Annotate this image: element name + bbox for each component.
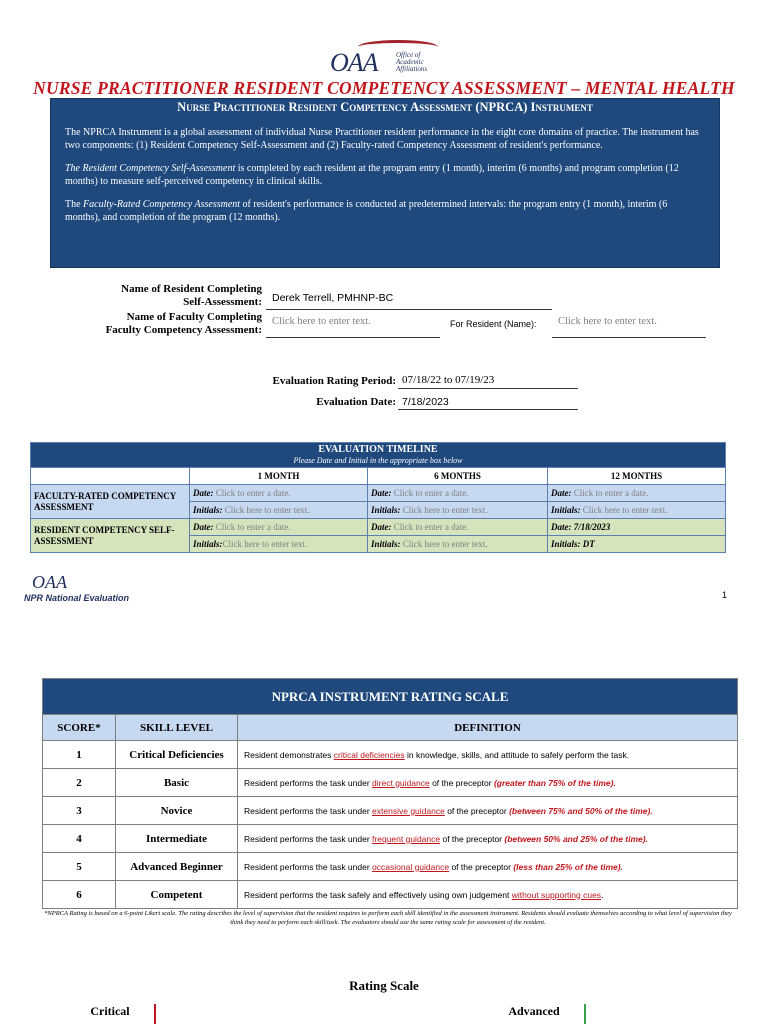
header-score: SCORE* — [43, 715, 116, 741]
resident-name-field[interactable]: Derek Terrell, PMHNP-BC — [266, 290, 552, 310]
header-skill-level: SKILL LEVEL — [116, 715, 238, 741]
evaluation-timeline-table — [30, 442, 726, 553]
date-label: Evaluation Date: — [316, 396, 396, 408]
intro-paragraph-1: The NPRCA Instrument is a global assessment of individual Nurse Practitioner resident performance in the eight core domains of practice. The instrument has two components: (1) Resident Competency Self-Assessment and (2) Faculty-rated Competency Assessment of resident's performance. — [65, 127, 699, 151]
faculty-name-label: Name of Faculty Completing Faculty Competency Assessment: — [105, 311, 262, 336]
rating-definition: Resident demonstrates critical deficiencies in knowledge, skills, and attitude to safely perform the task. — [238, 741, 738, 769]
oaa-logo — [330, 46, 440, 80]
rating-skill: Critical Deficiencies — [116, 741, 238, 769]
col-12-months: 12 MONTHS — [548, 468, 726, 485]
rating-skill: Basic — [116, 769, 238, 797]
col-1-month: 1 MONTH — [190, 468, 368, 485]
rating-row — [43, 881, 738, 909]
rating-scale-label: Rating Scale — [349, 978, 419, 993]
rating-definition: Resident performs the task under occasional guidance of the preceptor (less than 25% of the time). — [238, 853, 738, 881]
timeline-header: EVALUATION TIMELINE Please Date and Initial in the appropriate box below — [31, 443, 726, 468]
resident-6m-initials[interactable]: Initials: Click here to enter text. — [368, 536, 548, 553]
rating-score: 5 — [43, 853, 116, 881]
rating-definition: Resident performs the task safely and effectively using own judgement without supporting cues. — [238, 881, 738, 909]
faculty-1m-date[interactable]: Date: Click to enter a date. — [190, 485, 368, 502]
scale-green-marker — [584, 1004, 586, 1024]
faculty-12m-date[interactable]: Date: Click to enter a date. — [548, 485, 726, 502]
faculty-rated-label: FACULTY-RATED COMPETENCY ASSESSMENT — [31, 485, 190, 519]
rating-definition: Resident performs the task under extensive guidance of the preceptor (between 75% and 50% of the time). — [238, 797, 738, 825]
date-field[interactable]: 7/18/2023 — [398, 396, 578, 410]
page-number: 1 — [722, 590, 728, 600]
footer-text: NPR National Evaluation — [24, 593, 130, 603]
rating-score: 2 — [43, 769, 116, 797]
rating-row — [43, 825, 738, 853]
rating-definition: Resident performs the task under direct guidance of the preceptor (greater than 75% of the time). — [238, 769, 738, 797]
rating-score: 3 — [43, 797, 116, 825]
resident-self-label: RESIDENT COMPETENCY SELF-ASSESSMENT — [31, 519, 190, 553]
rating-row — [43, 797, 738, 825]
intro-paragraph-2: The Resident Competency Self-Assessment is completed by each resident at the program entry (1 month), interim (6 months) and program completion (12 months) to measure self-perceived competency in clinical skills. — [65, 163, 679, 187]
faculty-6m-initials[interactable]: Initials: Click here to enter text. — [368, 502, 548, 519]
scale-right-label: Advanced — [508, 1004, 560, 1018]
for-resident-label: For Resident (Name): — [450, 319, 537, 329]
resident-12m-date[interactable]: Date: 7/18/2023 — [548, 519, 726, 536]
page-title: NURSE PRACTITIONER RESIDENT COMPETENCY ASSESSMENT – MENTAL HEALTH — [33, 78, 735, 98]
logo-subtext: Office of Academic Affiliations — [396, 51, 428, 73]
rating-score: 1 — [43, 741, 116, 769]
rating-skill: Competent — [116, 881, 238, 909]
intro-box — [50, 98, 720, 268]
rating-row — [43, 769, 738, 797]
scale-red-marker — [154, 1004, 156, 1024]
timeline-corner — [31, 468, 190, 485]
period-field[interactable]: 07/18/22 to 07/19/23 — [398, 374, 578, 389]
rating-footnote: *NPRCA Rating is based on a 6-point Likert scale. The rating describes the level of supervision that the resident requires to perform each skill identified in the assessment instrument. Residents should evaluate themselves according to what level of supervision they think they need to perform each skill/task. The evaluators should use the same rating scale for assessment of the resident. — [44, 910, 732, 926]
rating-score: 4 — [43, 825, 116, 853]
faculty-name-field[interactable]: Click here to enter text. — [266, 316, 440, 338]
footer-logo: OAA — [32, 572, 67, 592]
faculty-6m-date[interactable]: Date: Click to enter a date. — [368, 485, 548, 502]
logo-text: OAA — [330, 48, 378, 77]
period-label: Evaluation Rating Period: — [272, 375, 396, 387]
resident-12m-initials[interactable]: Initials: DT — [548, 536, 726, 553]
rating-skill: Advanced Beginner — [116, 853, 238, 881]
header-definition: DEFINITION — [238, 715, 738, 741]
rating-score: 6 — [43, 881, 116, 909]
rating-skill: Intermediate — [116, 825, 238, 853]
faculty-1m-initials[interactable]: Initials: Click here to enter text. — [190, 502, 368, 519]
rating-scale-table — [42, 678, 738, 909]
col-6-months: 6 MONTHS — [368, 468, 548, 485]
intro-paragraph-3: The Faculty-Rated Competency Assessment of resident's performance is conducted at predetermined intervals: the program entry (1 month), interim (6 months), and completion of the program (12 months). — [65, 199, 668, 223]
resident-6m-date[interactable]: Date: Click to enter a date. — [368, 519, 548, 536]
scale-left-label: Critical — [90, 1004, 130, 1018]
rating-definition: Resident performs the task under frequent guidance of the preceptor (between 50% and 25% of the time). — [238, 825, 738, 853]
rating-row — [43, 741, 738, 769]
resident-1m-date[interactable]: Date: Click to enter a date. — [190, 519, 368, 536]
rating-scale-body — [43, 741, 738, 909]
rating-scale-title: NPRCA INSTRUMENT RATING SCALE — [43, 679, 738, 715]
rating-skill: Novice — [116, 797, 238, 825]
resident-name-label: Name of Resident Completing Self-Assessment: — [121, 283, 262, 308]
rating-row — [43, 853, 738, 881]
for-resident-field[interactable]: Click here to enter text. — [552, 316, 706, 338]
resident-1m-initials[interactable]: Initials:Click here to enter text. — [190, 536, 368, 553]
faculty-12m-initials[interactable]: Initials: Click here to enter text. — [548, 502, 726, 519]
intro-title: Nurse Practitioner Resident Competency Assessment (NPRCA) Instrument — [177, 100, 593, 114]
